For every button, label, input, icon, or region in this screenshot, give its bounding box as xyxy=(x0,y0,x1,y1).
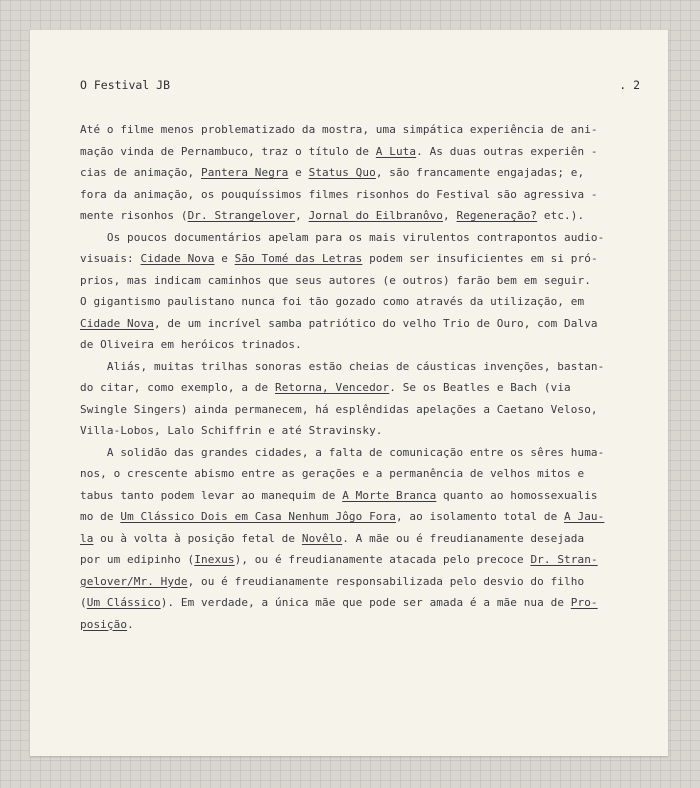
underlined-title: A Jau- xyxy=(564,510,605,523)
text-line xyxy=(80,227,645,249)
text-line xyxy=(80,119,645,141)
text-segment: mente risonhos ( xyxy=(80,209,188,222)
text-line xyxy=(80,356,645,378)
text-segment: prios, mas indicam caminhos que seus autores (e outros) farão bem em seguir. xyxy=(80,273,591,287)
text-segment: . Se os Beatles e Bach (via xyxy=(389,381,571,394)
underlined-title: A Morte Branca xyxy=(342,488,437,502)
paragraph xyxy=(80,356,645,442)
text-line xyxy=(80,291,645,313)
underlined-title: Cidade Nova xyxy=(140,252,215,265)
text-segment: Os poucos documentários apelam para os mais virulentos contrapontos audio- xyxy=(80,230,605,244)
text-segment: e xyxy=(288,166,309,179)
text-segment: quanto ao homossexualis xyxy=(436,488,598,502)
text-line xyxy=(80,528,645,550)
underlined-title: Dr. Strangelover xyxy=(187,209,296,222)
underlined-title: Retorna, Vencedor xyxy=(274,381,390,394)
text-segment: ), ou é freudianamente atacada pelo precoce xyxy=(234,553,531,566)
text-segment: . As duas outras experiên - xyxy=(416,144,598,158)
text-line xyxy=(80,420,645,442)
underlined-title: posição xyxy=(80,617,128,631)
text-line xyxy=(80,463,645,485)
text-line xyxy=(80,162,645,184)
text-segment: , ao isolamento total de xyxy=(395,510,565,523)
underlined-title: Pantera Negra xyxy=(201,166,289,179)
text-segment: Aliás, muitas trilhas sonoras estão cheias de cáusticas invenções, bastan- xyxy=(80,359,605,373)
text-line xyxy=(80,377,645,399)
text-segment: A solidão das grandes cidades, a falta de comunicação entre os sêres huma- xyxy=(80,445,605,459)
page-number: . 2 xyxy=(619,78,640,92)
text-segment: , são francamente engajadas; e, xyxy=(375,166,585,179)
text-line xyxy=(80,592,645,614)
text-line xyxy=(80,334,645,356)
page-header xyxy=(80,78,640,98)
typewritten-body xyxy=(80,119,645,635)
paragraph xyxy=(80,227,645,356)
text-segment: e xyxy=(214,252,235,265)
text-line xyxy=(80,506,645,528)
underlined-title: Um Clássico Dois em Casa Nenhum Jôgo Fora xyxy=(120,510,396,523)
underlined-title: Novêlo xyxy=(301,531,343,545)
text-segment: O gigantismo paulistano nunca foi tão gozado como através da utilização, em xyxy=(80,295,585,308)
underlined-title: Jornal do Eilbranôvo xyxy=(308,209,444,222)
underlined-title: Cidade Nova xyxy=(80,316,154,330)
text-segment: ou à volta à posição fetal de xyxy=(93,531,302,545)
text-segment: fora da animação, os pouquíssimos filmes risonhos do Festival são agressiva - xyxy=(80,187,598,201)
text-line xyxy=(80,184,645,206)
text-segment: visuais: xyxy=(80,252,141,265)
underlined-title: Regeneração? xyxy=(456,209,538,222)
text-segment: , ou é freudianamente responsabilizada pelo desvio do filho xyxy=(187,574,585,588)
text-segment: Villa-Lobos, Lalo Schiffrin e até Stravinsky. xyxy=(80,424,383,437)
underlined-title: Status Quo xyxy=(308,166,376,179)
underlined-title: Pro- xyxy=(570,596,598,609)
text-line xyxy=(80,270,645,292)
text-line xyxy=(80,141,645,163)
paragraph xyxy=(80,119,645,227)
text-segment: . xyxy=(127,617,134,631)
text-segment: ( xyxy=(80,596,87,609)
text-segment: nos, o crescente abismo entre as gerações e a permanência de velhos mitos e xyxy=(80,467,585,480)
text-line xyxy=(80,485,645,507)
text-segment: . A mãe ou é freudianamente desejada xyxy=(342,531,585,545)
text-segment: de Oliveira em heróicos trinados. xyxy=(80,338,302,351)
text-segment: mo de xyxy=(80,510,121,523)
text-segment: , xyxy=(443,209,457,222)
paragraph xyxy=(80,442,645,636)
text-segment: cias de animação, xyxy=(80,166,202,179)
text-line xyxy=(80,549,645,571)
text-segment: podem ser insuficientes em si pró- xyxy=(362,252,598,265)
text-line xyxy=(80,614,645,636)
text-line xyxy=(80,313,645,335)
underlined-title: Inexus xyxy=(194,553,235,566)
underlined-title: la xyxy=(80,531,94,545)
underlined-title: Dr. Stran- xyxy=(530,553,598,566)
text-segment: Até o filme menos problematizado da mostra, uma simpática experiência de ani- xyxy=(80,123,598,136)
text-segment: ). Em verdade, a única mãe que pode ser amada é a mãe nua de xyxy=(160,596,571,609)
text-segment: tabus tanto podem levar ao manequim de xyxy=(80,488,343,502)
text-segment: por um edipinho ( xyxy=(80,553,195,566)
text-line xyxy=(80,248,645,270)
underlined-title: São Tomé das Letras xyxy=(234,252,363,265)
text-segment: do citar, como exemplo, a de xyxy=(80,381,275,394)
text-segment: , de um incrível samba patriótico do velho Trio de Ouro, com Dalva xyxy=(153,316,598,330)
underlined-title: gelover/Mr. Hyde xyxy=(80,574,188,588)
text-line xyxy=(80,399,645,421)
text-line xyxy=(80,571,645,593)
running-title: O Festival JB xyxy=(80,78,171,92)
text-segment: Swingle Singers) ainda permanecem, há esplêndidas apelações a Caetano Veloso, xyxy=(80,402,598,416)
text-line xyxy=(80,442,645,464)
underlined-title: A Luta xyxy=(375,144,417,158)
text-segment: , xyxy=(295,209,309,222)
underlined-title: Um Clássico xyxy=(86,596,161,609)
text-segment: mação vinda de Pernambuco, traz o título de xyxy=(80,144,376,158)
text-line xyxy=(80,205,645,227)
text-segment: etc.). xyxy=(537,209,585,222)
